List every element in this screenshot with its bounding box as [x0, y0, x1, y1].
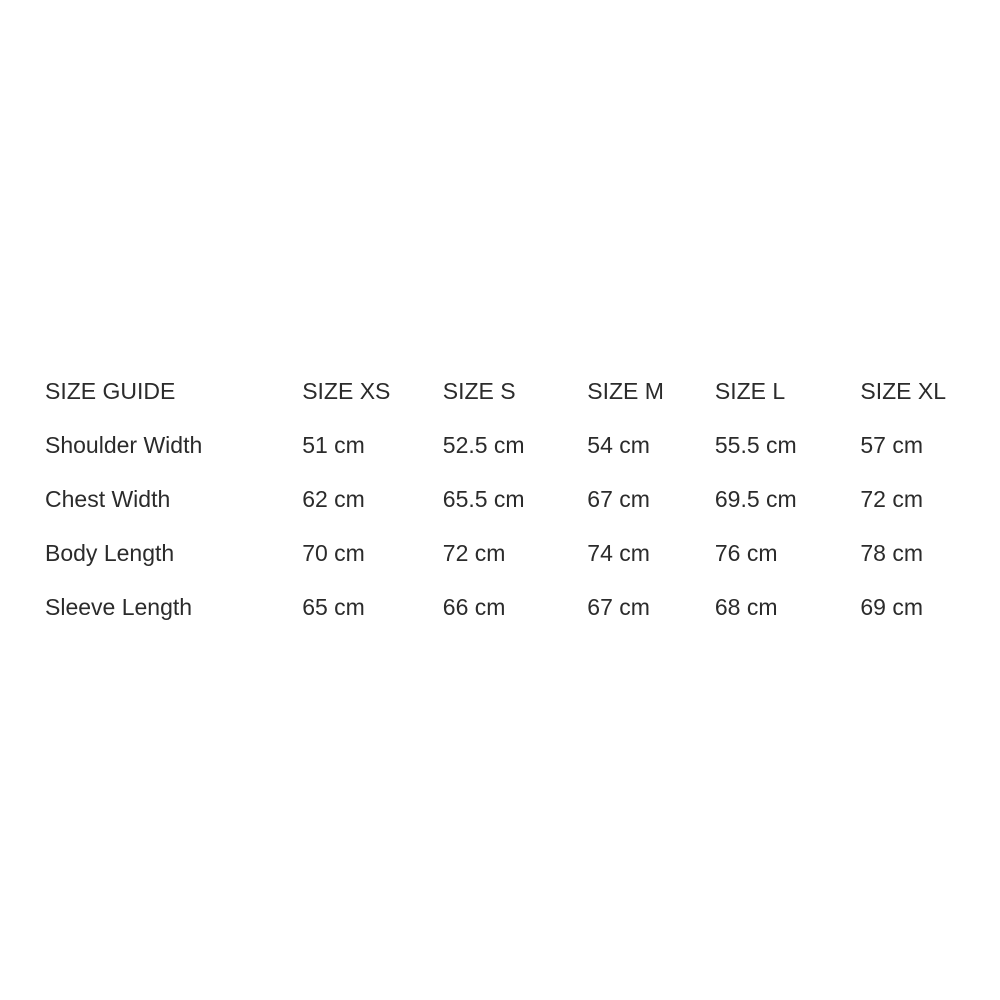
table-row-shoulder-width [45, 418, 1000, 472]
row-label: Sleeve Length [45, 593, 193, 620]
cell-value: 67 cm [587, 485, 650, 512]
cell-value: 76 cm [714, 539, 778, 566]
header-size-s: SIZE S [442, 377, 516, 404]
row-label: Chest Width [45, 485, 171, 512]
cell-value: 65.5 cm [442, 485, 525, 512]
cell-value: 52.5 cm [442, 431, 525, 458]
cell-value: 69.5 cm [714, 485, 797, 512]
table-row-body-length [45, 526, 1000, 580]
size-table-header-row [45, 364, 1000, 418]
cell-value: 65 cm [302, 593, 365, 620]
cell-value: 67 cm [587, 593, 650, 620]
cell-value: 55.5 cm [714, 431, 797, 458]
cell-value: 66 cm [442, 593, 506, 620]
cell-value: 78 cm [860, 539, 924, 566]
cell-value: 74 cm [587, 539, 650, 566]
table-row-sleeve-length [45, 580, 1000, 634]
cell-value: 57 cm [860, 431, 924, 458]
header-size-xl: SIZE XL [860, 377, 947, 404]
cell-value: 54 cm [587, 431, 650, 458]
cell-value: 70 cm [302, 539, 365, 566]
header-size-m: SIZE M [587, 377, 664, 404]
header-size-l: SIZE L [714, 377, 786, 404]
cell-value: 51 cm [302, 431, 365, 458]
table-row-chest-width [45, 472, 1000, 526]
cell-value: 69 cm [860, 593, 924, 620]
size-guide-table-container [45, 364, 1000, 634]
cell-value: 68 cm [714, 593, 778, 620]
cell-value: 72 cm [442, 539, 506, 566]
header-size-xs: SIZE XS [302, 377, 391, 404]
row-label: Shoulder Width [45, 431, 203, 458]
cell-value: 72 cm [860, 485, 924, 512]
size-guide-table [45, 364, 1000, 634]
cell-value: 62 cm [302, 485, 365, 512]
header-size-guide: SIZE GUIDE [45, 377, 176, 404]
row-label: Body Length [45, 539, 175, 566]
